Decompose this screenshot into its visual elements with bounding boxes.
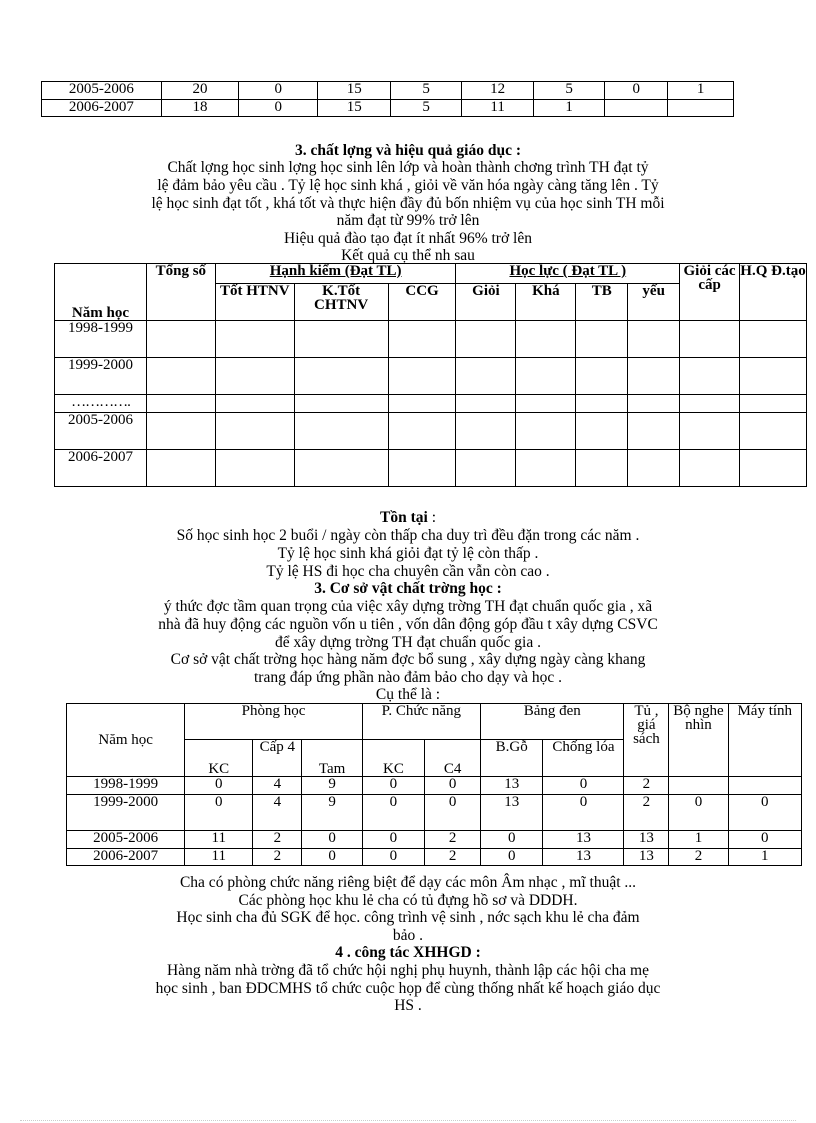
cell: 11 — [185, 831, 253, 849]
col-header-tb: TB — [576, 284, 628, 321]
cell: 2006-2007 — [42, 100, 162, 117]
cell: 0 — [728, 795, 801, 831]
paragraph-line: Chất lợng học sinh lợng học sinh lên lớp và hoàn thành chơng trình TH đạt tỷ — [167, 159, 649, 176]
table-row — [67, 831, 802, 849]
col-header-fair: K.Tốt CHTNV — [294, 284, 388, 321]
cell — [605, 100, 668, 117]
col-header-academic: Học lực ( Đạt TL ) — [456, 264, 680, 284]
section-heading: 3. Cơ sở vật chất trờng học : — [314, 580, 502, 597]
paragraph-line: Hiệu quả đào tạo đạt ít nhất 96% trở lên — [284, 230, 532, 247]
cell: 2005-2006 — [42, 82, 162, 100]
cell: 1998-1999 — [67, 777, 185, 795]
cell: 0 — [302, 849, 362, 866]
cell: 2 — [425, 849, 481, 866]
table-row — [55, 413, 807, 450]
results-table — [54, 263, 807, 487]
paragraph-line: lệ đảm bảo yêu cầu . Tỷ lệ học sinh khá , giỏi về văn hóa ngày càng tăng lên . Tỷ — [157, 177, 659, 194]
cell: 5 — [534, 82, 605, 100]
col-header-year: Năm học — [67, 704, 185, 777]
cell: 0 — [425, 777, 481, 795]
table-row — [42, 100, 734, 117]
paragraph-line: HS . — [394, 997, 422, 1014]
cell: 0 — [185, 795, 253, 831]
col-header-good: Tốt HTNV — [215, 284, 294, 321]
cell: 0 — [481, 831, 543, 849]
col-header-func: P. Chức năng — [362, 704, 480, 740]
cell: 2006-2007 — [67, 849, 185, 866]
cell: 4 — [253, 777, 302, 795]
table-row — [55, 395, 807, 413]
paragraph-line: Tỷ lệ HS đi học cha chuyên cần vẫn còn cao . — [266, 563, 550, 580]
paragraph-line: Cụ thể là : — [375, 686, 441, 703]
cell: 2 — [669, 849, 728, 866]
cell: 0 — [185, 777, 253, 795]
cell: 1 — [669, 831, 728, 849]
paragraph-line: Các phòng học khu lẻ cha có tủ đựng hồ sơ và DDDH. — [238, 892, 578, 909]
cell: 13 — [543, 831, 624, 849]
cell: 1998-1999 — [55, 321, 147, 358]
cell: 0 — [362, 849, 424, 866]
cell: 13 — [481, 777, 543, 795]
cell: 0 — [425, 795, 481, 831]
cell: 18 — [161, 100, 238, 117]
cell: 0 — [302, 831, 362, 849]
paragraph-line: Cơ sở vật chất trờng học hàng năm đợc bổ sung , xây dựng ngày càng khang — [170, 651, 646, 668]
paragraph-line: ý thức đợc tầm quan trọng của việc xây dựng trờng TH đạt chuẩn quốc gia , xã — [163, 598, 653, 615]
cell: 4 — [253, 795, 302, 831]
cell: 11 — [185, 849, 253, 866]
cell: 20 — [161, 82, 238, 100]
cell: 13 — [543, 849, 624, 866]
cell: 0 — [239, 82, 318, 100]
paragraph-line: Tỷ lệ học sinh khá giỏi đạt tỷ lệ còn thấp . — [277, 545, 539, 562]
cell: 0 — [543, 795, 624, 831]
cell: 2005-2006 — [55, 413, 147, 450]
col-header-year: Năm học — [55, 264, 147, 321]
header-row — [67, 704, 802, 740]
col-header-gioi: Giỏi — [456, 284, 516, 321]
col-header-ccg: CCG — [388, 284, 456, 321]
cell: 15 — [318, 82, 391, 100]
cell: 0 — [605, 82, 668, 100]
cell: 9 — [302, 795, 362, 831]
paragraph-line: để xây dựng trờng TH đạt chuẩn quốc gia . — [275, 634, 541, 651]
cell: 0 — [362, 777, 424, 795]
cell: 2 — [425, 831, 481, 849]
cell: 0 — [669, 795, 728, 831]
col-header-tam: Tam — [302, 740, 362, 777]
top-table — [41, 81, 734, 117]
section-heading: 4 . công tác XHHGD : — [335, 944, 481, 961]
col-header-total: Tổng số — [146, 264, 215, 321]
cell — [669, 777, 728, 795]
col-header-pc: Máy tính — [728, 704, 801, 777]
col-header-hq: H.Q Đ.tạo — [740, 264, 807, 321]
col-header-kc2: KC — [362, 740, 424, 777]
table-row — [55, 321, 807, 358]
paragraph-line: Kết quả cụ thể nh sau — [341, 247, 475, 264]
cell: 0 — [362, 795, 424, 831]
col-header-bgo: B.Gỗ — [481, 740, 543, 777]
cell: 15 — [318, 100, 391, 117]
cell: 1 — [668, 82, 734, 100]
section-heading — [0, 510, 816, 525]
page-bottom-divider — [20, 1120, 796, 1121]
col-header-rooms: Phòng học — [185, 704, 362, 740]
table-row — [67, 795, 802, 831]
cell: 13 — [624, 831, 669, 849]
paragraph-line: học sinh , ban ĐDCMHS tổ chức cuộc họp để cùng thống nhất kế hoạch giáo dục — [155, 980, 661, 997]
paragraph-line: Học sinh cha đủ SGK để học. công trình vệ sinh , nớc sạch khu lẻ cha đảm — [176, 909, 640, 926]
col-header-cap4: Cấp 4 — [253, 740, 302, 777]
cell: 11 — [462, 100, 534, 117]
paragraph-line: nhà đã huy động các nguồn vốn u tiên , vốn dân động góp đầu t xây dựng CSVC — [158, 616, 658, 633]
header-row — [55, 264, 807, 284]
paragraph-line: năm đạt từ 99% trở lên — [336, 212, 480, 229]
ton-tai-colon: : — [427, 509, 436, 526]
cell: 2 — [253, 831, 302, 849]
cell: 1999-2000 — [67, 795, 185, 831]
cell: 2005-2006 — [67, 831, 185, 849]
cell: 12 — [462, 82, 534, 100]
paragraph-line: lệ học sinh đạt tốt , khá tốt và thực hiện đầy đủ bốn nhiệm vụ của học sinh TH mỗi — [151, 195, 665, 212]
table-row — [67, 849, 802, 866]
col-header-tv: Bộ nghe nhìn — [669, 704, 728, 777]
cell — [668, 100, 734, 117]
col-header-excellent: Giỏi các cấp — [680, 264, 740, 321]
col-header-shelf: Tủ , giá sách — [624, 704, 669, 777]
cell: 1 — [728, 849, 801, 866]
table-row — [55, 450, 807, 487]
cell: 2 — [253, 849, 302, 866]
ton-tai-title: Tồn tại — [380, 509, 428, 526]
cell: 5 — [391, 100, 462, 117]
col-header-c4: C4 — [425, 740, 481, 777]
paragraph-line: Hàng năm nhà trờng đã tổ chức hội nghị phụ huynh, thành lập các hội cha mẹ — [167, 962, 649, 979]
cell: 2 — [624, 795, 669, 831]
cell: 2 — [624, 777, 669, 795]
col-header-chongloa: Chống lóa — [543, 740, 624, 777]
paragraph-line: Cha có phòng chức năng riêng biệt để dạy các môn Âm nhạc , mĩ thuật ... — [179, 874, 637, 891]
cell: 13 — [624, 849, 669, 866]
cell: …………. — [55, 395, 147, 413]
paragraph-line: Số học sinh học 2 buổi / ngày còn thấp cha duy trì đều đặn trong các năm . — [176, 527, 640, 544]
col-header-yeu: yếu — [628, 284, 680, 321]
cell: 13 — [481, 795, 543, 831]
col-header-kc: KC — [185, 740, 253, 777]
cell: 0 — [481, 849, 543, 866]
cell: 9 — [302, 777, 362, 795]
table-row — [55, 358, 807, 395]
cell: 1999-2000 — [55, 358, 147, 395]
cell: 2006-2007 — [55, 450, 147, 487]
table-row — [67, 777, 802, 795]
section-heading: 3. chất lợng và hiệu quả giáo dục : — [294, 142, 522, 159]
cell: 0 — [728, 831, 801, 849]
cell: 1 — [534, 100, 605, 117]
table-row — [42, 82, 734, 100]
col-header-conduct: Hạnh kiểm (Đạt TL) — [215, 264, 456, 284]
cell — [728, 777, 801, 795]
facilities-table — [66, 703, 802, 866]
cell: 0 — [239, 100, 318, 117]
paragraph-line: trang đáp ứng phần nào đảm bảo cho dạy và học . — [254, 669, 562, 686]
paragraph-line: bảo . — [392, 927, 424, 944]
cell: 5 — [391, 82, 462, 100]
cell: 0 — [362, 831, 424, 849]
col-header-board: Bảng đen — [481, 704, 624, 740]
col-header-kha: Khá — [516, 284, 576, 321]
cell: 0 — [543, 777, 624, 795]
